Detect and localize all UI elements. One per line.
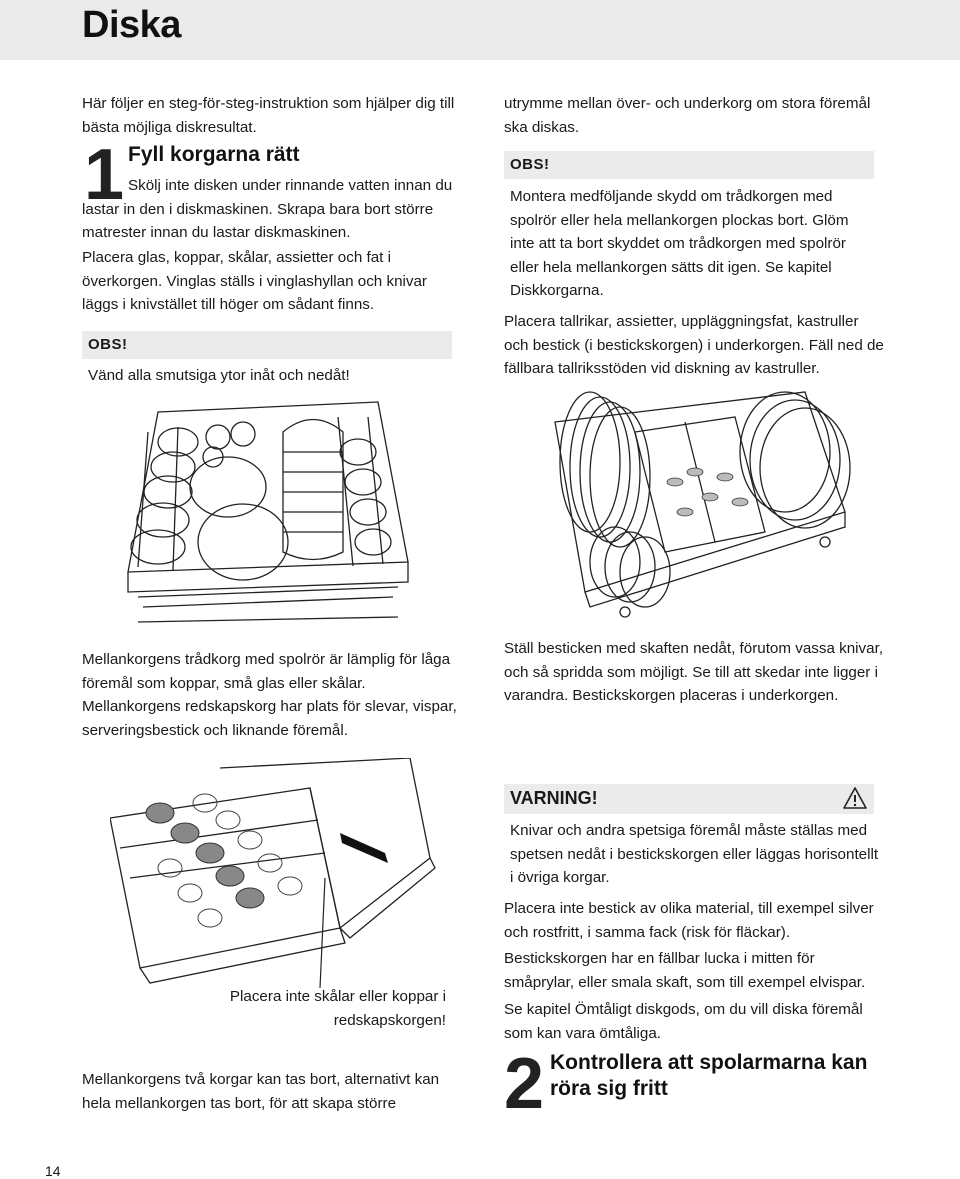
- bottom-text: Mellankorgens två korgar kan tas bort, alternativt kan hela mellankorgen tas bort, för att skapa större: [82, 1071, 440, 1112]
- obs-box-right: [504, 151, 874, 179]
- page-header: [0, 0, 960, 60]
- step-1-title: Fyll korgarna rätt: [128, 143, 300, 166]
- page-number: 14: [45, 1163, 61, 1179]
- warning-label: VARNING!: [510, 788, 598, 808]
- middle-basket-illustration: [110, 758, 445, 1008]
- paragraph-2: Bestickskorgen har en fällbar lucka i mitten för småprylar, eller smala skaft, som till exempel elvispar.: [504, 950, 866, 991]
- warning-triangle-icon: [842, 786, 868, 810]
- obs-box-left: [82, 331, 452, 359]
- callout-text: Placera inte skålar eller koppar i redskapskorgen!: [229, 988, 446, 1029]
- upper-basket-illustration: [118, 392, 418, 632]
- step-1-text-b: Placera glas, koppar, skålar, assietter och fat i överkorgen. Vinglas ställs i vinglashyllan och knivar läggs i knivstället till höger om sådant finns.: [82, 249, 427, 313]
- midbasket-text: Mellankorgens trådkorg med spolrör är lämplig för låga föremål som koppar, små glas eller skålar. Mellankorgens redskapskorg har plats för slevar, vispar, serveringsbestick och liknande föremål.: [82, 651, 457, 739]
- intro-text: Här följer en steg-för-steg-instruktion som hjälper dig till bästa möjliga diskresultat.: [82, 95, 455, 136]
- continued-text: utrymme mellan över- och underkorg om stora föremål ska diskas.: [504, 95, 871, 136]
- step-2-title: Kontrollera att spolarmarna kan röra sig fritt: [550, 1051, 868, 1100]
- obs-label: OBS!: [510, 156, 550, 173]
- obs-text-left: Vänd alla smutsiga ytor inåt och nedåt!: [88, 367, 350, 384]
- step-2-number: 2: [504, 1044, 545, 1124]
- obs-label: OBS!: [88, 336, 128, 353]
- paragraph-1: Placera inte bestick av olika material, till exempel silver och rostfritt, i samma fack (risk för fläckar).: [504, 900, 874, 941]
- page-title: Diska: [82, 4, 181, 46]
- cutlery-text: Ställ besticken med skaften nedåt, förutom vassa knivar, och så spridda som möjligt. Se till att skedar inte ligger i varandra. Bestickskorgen placeras i underkorgen.: [504, 640, 884, 704]
- paragraph-3: Se kapitel Ömtåligt diskgods, om du vill diska föremål som kan vara ömtåliga.: [504, 1001, 863, 1042]
- lower-basket-illustration: [545, 382, 855, 622]
- obs-text-right: Montera medföljande skydd om trådkorgen med spolrör eller hela mellankorgen plockas bort. Glöm inte att ta bort skyddet om trådkorgen med spolrör eller hela mellankorgen sätts dit igen. Se kapitel Diskkorgarna.: [510, 188, 849, 299]
- plates-text: Placera tallrikar, assietter, uppläggningsfat, kastruller och bestick (i bestickskorgen) i underkorgen. Fäll ned de fällbara tallriksstöden vid diskning av kastruller.: [504, 313, 884, 377]
- step-1-text-a: Skölj inte disken under rinnande vatten innan du lastar in den i diskmaskinen. Skrapa bara bort större matrester innan du lastar diskmaskinen.: [82, 177, 453, 241]
- warning-text: Knivar och andra spetsiga föremål måste ställas med spetsen nedåt i bestickskorgen eller läggas horisontellt i övriga korgar.: [510, 822, 879, 886]
- step-1-number: 1: [84, 135, 125, 215]
- warning-box: [504, 784, 874, 814]
